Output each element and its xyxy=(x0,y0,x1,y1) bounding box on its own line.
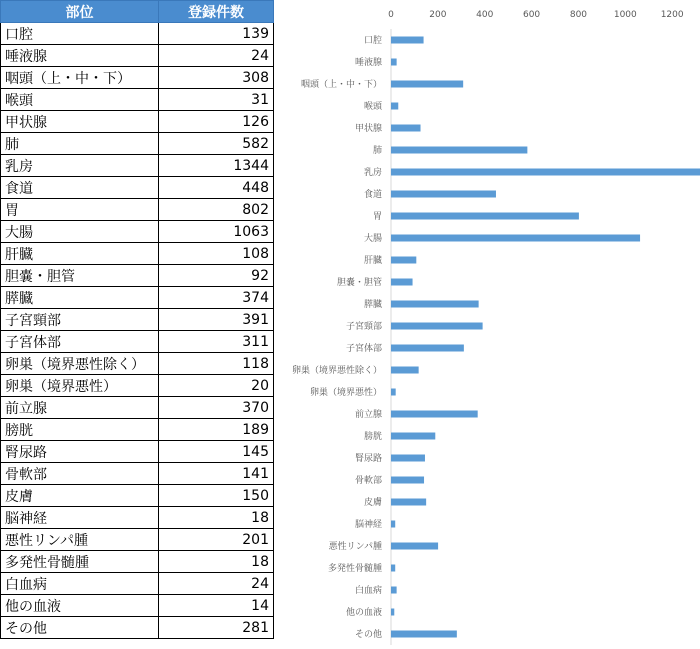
category-label: 口腔 xyxy=(363,36,382,46)
count-cell: 20 xyxy=(159,375,274,397)
bar xyxy=(391,565,395,572)
site-cell: 卵巣（境界悪性除く） xyxy=(1,353,159,375)
bar xyxy=(391,147,527,154)
count-cell: 802 xyxy=(159,199,274,221)
count-cell: 374 xyxy=(159,287,274,309)
count-cell: 201 xyxy=(159,529,274,551)
category-label: 肺 xyxy=(372,146,382,156)
category-label: その他 xyxy=(354,630,382,640)
category-label: 膀胱 xyxy=(363,432,382,442)
bar xyxy=(391,455,425,462)
count-cell: 126 xyxy=(159,111,274,133)
x-tick-label: 400 xyxy=(476,10,494,20)
table-row xyxy=(1,309,274,331)
site-cell: その他 xyxy=(1,617,159,639)
count-cell: 311 xyxy=(159,331,274,353)
table-row xyxy=(1,419,274,441)
site-cell: 骨軟部 xyxy=(1,463,159,485)
site-cell: 悪性リンパ腫 xyxy=(1,529,159,551)
table-row xyxy=(1,331,274,353)
table-row xyxy=(1,375,274,397)
count-cell: 24 xyxy=(159,45,274,67)
table-body xyxy=(1,23,274,639)
category-label: 肝臓 xyxy=(363,256,382,266)
bar xyxy=(391,301,479,308)
bar xyxy=(391,499,426,506)
table-row xyxy=(1,23,274,45)
x-tick-label: 1000 xyxy=(613,10,637,20)
site-cell: 唾液腺 xyxy=(1,45,159,67)
table-row xyxy=(1,617,274,639)
category-label: 子宮頸部 xyxy=(345,322,382,332)
count-cell: 391 xyxy=(159,309,274,331)
table-row xyxy=(1,89,274,111)
table-row xyxy=(1,397,274,419)
table-row xyxy=(1,111,274,133)
category-label: 脳神経 xyxy=(354,520,382,530)
x-tick-label: 800 xyxy=(569,10,588,20)
category-label: 膵臓 xyxy=(363,300,382,310)
category-label: 悪性リンパ腫 xyxy=(328,542,382,552)
count-cell: 18 xyxy=(159,551,274,573)
category-label: 咽頭（上・中・下） xyxy=(300,80,382,90)
count-cell: 92 xyxy=(159,265,274,287)
count-cell: 31 xyxy=(159,89,274,111)
table-row xyxy=(1,199,274,221)
table-row xyxy=(1,441,274,463)
table-row xyxy=(1,463,274,485)
bar xyxy=(391,631,457,638)
category-label: 胃 xyxy=(372,212,382,222)
count-cell: 141 xyxy=(159,463,274,485)
category-label: 骨軟部 xyxy=(354,476,382,486)
count-cell: 189 xyxy=(159,419,274,441)
bar xyxy=(391,59,397,66)
bar xyxy=(391,213,579,220)
count-cell: 1344 xyxy=(159,155,274,177)
site-cell: 多発性骨髄腫 xyxy=(1,551,159,573)
bar xyxy=(391,587,397,594)
table-row xyxy=(1,287,274,309)
table-row xyxy=(1,243,274,265)
header-site: 部位 xyxy=(1,1,159,23)
table-row xyxy=(1,353,274,375)
bar xyxy=(391,169,700,176)
site-cell: 口腔 xyxy=(1,23,159,45)
site-cell: 肝臓 xyxy=(1,243,159,265)
category-label: 卵巣（境界悪性除く） xyxy=(291,366,382,376)
count-cell: 139 xyxy=(159,23,274,45)
count-cell: 118 xyxy=(159,353,274,375)
table-header-row xyxy=(1,1,274,23)
count-cell: 281 xyxy=(159,617,274,639)
header-count: 登録件数 xyxy=(159,1,274,23)
count-cell: 24 xyxy=(159,573,274,595)
table-row xyxy=(1,507,274,529)
site-cell: 大腸 xyxy=(1,221,159,243)
site-cell: 脳神経 xyxy=(1,507,159,529)
count-cell: 150 xyxy=(159,485,274,507)
site-cell: 喉頭 xyxy=(1,89,159,111)
table-row xyxy=(1,45,274,67)
bar xyxy=(391,543,438,550)
category-label: 甲状腺 xyxy=(354,124,382,134)
category-label: 他の血液 xyxy=(345,608,382,618)
count-cell: 1063 xyxy=(159,221,274,243)
table-row xyxy=(1,595,274,617)
x-tick-label: 0 xyxy=(388,10,394,20)
table-row xyxy=(1,177,274,199)
category-label: 多発性骨髄腫 xyxy=(327,564,382,574)
bar xyxy=(391,367,419,374)
category-label: 前立腺 xyxy=(354,410,382,420)
bar xyxy=(391,103,398,110)
site-cell: 子宮頸部 xyxy=(1,309,159,331)
category-label: 子宮体部 xyxy=(345,344,382,354)
bar xyxy=(391,433,435,440)
bar xyxy=(391,609,394,616)
category-label: 喉頭 xyxy=(363,102,382,112)
count-cell: 448 xyxy=(159,177,274,199)
count-cell: 370 xyxy=(159,397,274,419)
table-row xyxy=(1,133,274,155)
bar xyxy=(391,411,478,418)
x-tick-label: 200 xyxy=(429,10,447,20)
site-cell: 白血病 xyxy=(1,573,159,595)
site-cell: 咽頭（上・中・下） xyxy=(1,67,159,89)
count-cell: 18 xyxy=(159,507,274,529)
table-row xyxy=(1,485,274,507)
site-cell: 腎尿路 xyxy=(1,441,159,463)
category-label: 腎尿路 xyxy=(354,454,382,464)
site-cell: 肺 xyxy=(1,133,159,155)
count-cell: 308 xyxy=(159,67,274,89)
bar xyxy=(391,81,463,88)
site-cell: 胃 xyxy=(1,199,159,221)
category-label: 食道 xyxy=(363,190,382,200)
count-cell: 108 xyxy=(159,243,274,265)
table-row xyxy=(1,67,274,89)
site-cell: 胆嚢・胆管 xyxy=(1,265,159,287)
bar xyxy=(391,389,396,396)
x-tick-label: 600 xyxy=(522,10,541,20)
bar xyxy=(391,257,416,264)
site-cell: 前立腺 xyxy=(1,397,159,419)
bar xyxy=(391,235,640,242)
site-cell: 他の血液 xyxy=(1,595,159,617)
category-label: 皮膚 xyxy=(363,498,382,508)
registration-table xyxy=(0,0,274,639)
category-label: 乳房 xyxy=(363,168,382,178)
site-cell: 卵巣（境界悪性） xyxy=(1,375,159,397)
table-row xyxy=(1,221,274,243)
table-row xyxy=(1,573,274,595)
bar xyxy=(391,345,464,352)
bar xyxy=(391,323,483,330)
site-cell: 膀胱 xyxy=(1,419,159,441)
site-cell: 子宮体部 xyxy=(1,331,159,353)
bar-chart xyxy=(285,0,700,649)
category-label: 大腸 xyxy=(363,234,382,244)
table-row xyxy=(1,529,274,551)
bar xyxy=(391,191,496,198)
bar xyxy=(391,279,413,286)
bar xyxy=(391,37,424,44)
x-tick-label: 1200 xyxy=(660,10,684,20)
category-label: 白血病 xyxy=(354,586,382,596)
category-label: 胆嚢・胆管 xyxy=(336,278,382,288)
table-row xyxy=(1,155,274,177)
site-cell: 膵臓 xyxy=(1,287,159,309)
count-cell: 582 xyxy=(159,133,274,155)
site-cell: 乳房 xyxy=(1,155,159,177)
site-cell: 皮膚 xyxy=(1,485,159,507)
count-cell: 145 xyxy=(159,441,274,463)
table-row xyxy=(1,265,274,287)
category-label: 卵巣（境界悪性） xyxy=(309,388,382,398)
count-cell: 14 xyxy=(159,595,274,617)
bar xyxy=(391,477,424,484)
site-cell: 食道 xyxy=(1,177,159,199)
category-label: 唾液腺 xyxy=(354,58,382,68)
bar xyxy=(391,521,395,528)
table-row xyxy=(1,551,274,573)
site-cell: 甲状腺 xyxy=(1,111,159,133)
bar xyxy=(391,125,421,132)
